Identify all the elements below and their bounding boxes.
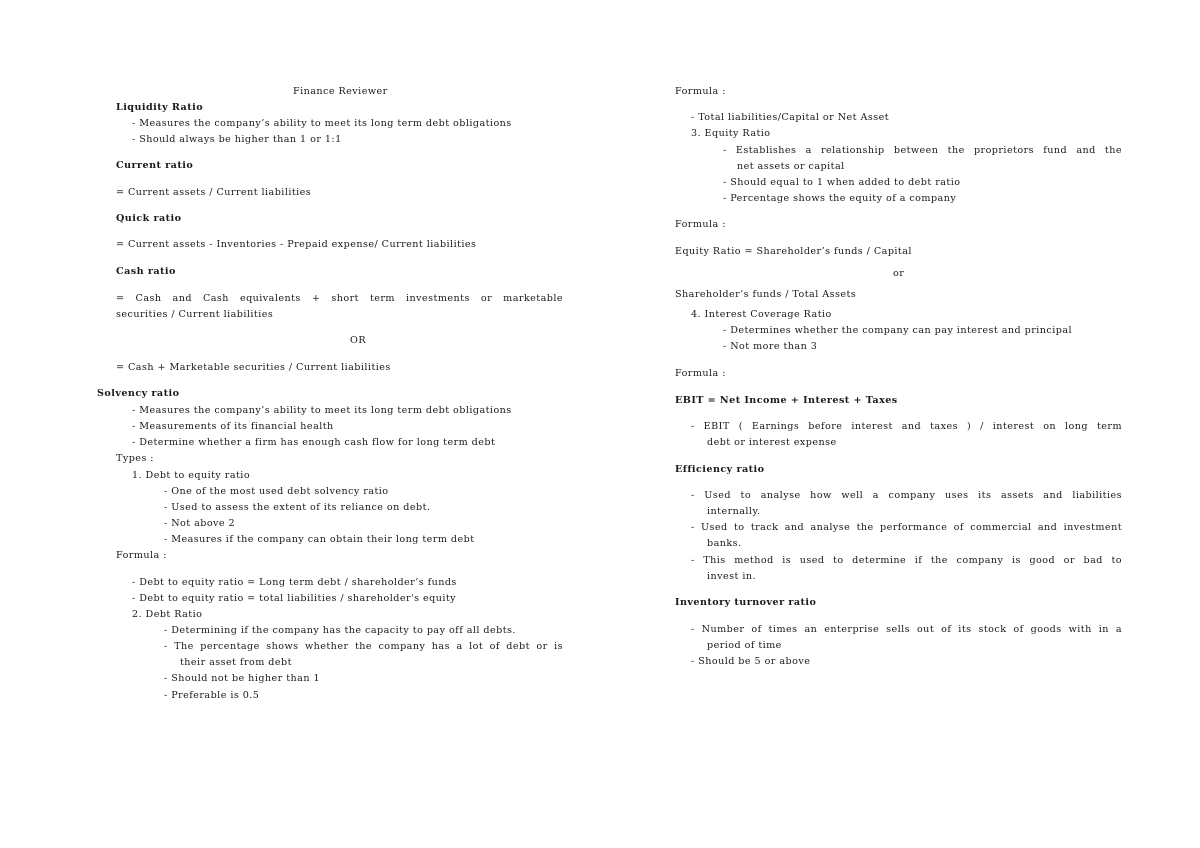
list-item: - Number of times an enterprise sells out of its stock of goods with in a [691, 624, 1122, 635]
list-item: - Measures the company’s ability to meet its long term debt obligations [132, 405, 512, 416]
or-separator: OR [350, 335, 366, 346]
equity-ratio-formula: Equity Ratio = Shareholder’s funds / Capital [675, 246, 912, 257]
cash-ratio-formula-line1: = Cash and Cash equivalents + short term investments or marketable [116, 293, 563, 304]
formula-label: Formula : [116, 550, 167, 561]
list-item: - Debt to equity ratio = Long term debt / shareholder’s funds [132, 577, 457, 588]
list-item: - Determining if the company has the capacity to pay off all debts. [164, 625, 516, 636]
list-item: - EBIT ( Earnings before interest and taxes ) / interest on long term [691, 421, 1122, 432]
list-item: - Used to analyse how well a company uses its assets and liabilities [691, 490, 1122, 501]
equity-ratio-formula-alt: Shareholder’s funds / Total Assets [675, 289, 857, 300]
debt-ratio-heading: 2. Debt Ratio [132, 609, 203, 620]
debt-to-equity-heading: 1. Debt to equity ratio [132, 470, 251, 481]
list-item-continuation: period of time [707, 640, 782, 651]
list-item: - Total liabilities/Capital or Net Asset [691, 112, 890, 123]
list-item: - Determines whether the company can pay interest and principal [723, 325, 1073, 336]
list-item-continuation: debt or interest expense [707, 437, 837, 448]
list-item: - One of the most used debt solvency ratio [164, 486, 389, 497]
list-item: - Not above 2 [164, 518, 236, 529]
list-item-continuation: net assets or capital [737, 161, 845, 172]
cash-ratio-heading: Cash ratio [116, 266, 176, 277]
list-item: - Measures if the company can obtain their long term debt [164, 534, 475, 545]
list-item: - This method is used to determine if the company is good or bad to [691, 555, 1122, 566]
list-item: - Should be 5 or above [691, 656, 811, 667]
list-item: - Should always be higher than 1 or 1:1 [132, 134, 342, 145]
quick-ratio-heading: Quick ratio [116, 213, 182, 224]
list-item: - Used to assess the extent of its reliance on debt. [164, 502, 431, 513]
or-separator: or [893, 268, 905, 279]
list-item: - Used to track and analyse the performance of commercial and investment [691, 522, 1122, 533]
list-item: - Should not be higher than 1 [164, 673, 321, 684]
ebit-formula: EBIT = Net Income + Interest + Taxes [675, 395, 898, 406]
list-item: - Not more than 3 [723, 341, 818, 352]
liquidity-ratio-heading: Liquidity Ratio [116, 102, 204, 113]
solvency-ratio-heading: Solvency ratio [97, 388, 180, 399]
cash-ratio-formula-alt: = Cash + Marketable securities / Current liabilities [116, 362, 391, 373]
list-item: - Debt to equity ratio = total liabilities / shareholder's equity [132, 593, 457, 604]
formula-label: Formula : [675, 219, 726, 230]
cash-ratio-formula-line2: securities / Current liabilities [116, 309, 274, 320]
inventory-turnover-heading: Inventory turnover ratio [675, 597, 817, 608]
formula-label: Formula : [675, 368, 726, 379]
page-title: Finance Reviewer [293, 86, 388, 97]
quick-ratio-formula: = Current assets - Inventories - Prepaid expense/ Current liabilities [116, 239, 477, 250]
list-item-continuation: internally. [707, 506, 761, 517]
types-label: Types : [116, 453, 154, 464]
list-item: - Percentage shows the equity of a company [723, 193, 957, 204]
list-item: - Measures the company’s ability to meet its long term debt obligations [132, 118, 512, 129]
list-item: - Determine whether a firm has enough cash flow for long term debt [132, 437, 496, 448]
formula-label: Formula : [675, 86, 726, 97]
list-item: - Should equal to 1 when added to debt ratio [723, 177, 961, 188]
list-item: - Preferable is 0.5 [164, 690, 260, 701]
current-ratio-formula: = Current assets / Current liabilities [116, 187, 312, 198]
list-item: - Measurements of its financial health [132, 421, 334, 432]
current-ratio-heading: Current ratio [116, 160, 194, 171]
list-item-continuation: invest in. [707, 571, 756, 582]
list-item-continuation: banks. [707, 538, 742, 549]
list-item: - The percentage shows whether the company has a lot of debt or is [164, 641, 563, 652]
list-item: - Establishes a relationship between the proprietors fund and the [723, 145, 1122, 156]
interest-coverage-heading: 4. Interest Coverage Ratio [691, 309, 832, 320]
list-item-continuation: their asset from debt [180, 657, 292, 668]
equity-ratio-heading: 3. Equity Ratio [691, 128, 771, 139]
efficiency-ratio-heading: Efficiency ratio [675, 464, 765, 475]
